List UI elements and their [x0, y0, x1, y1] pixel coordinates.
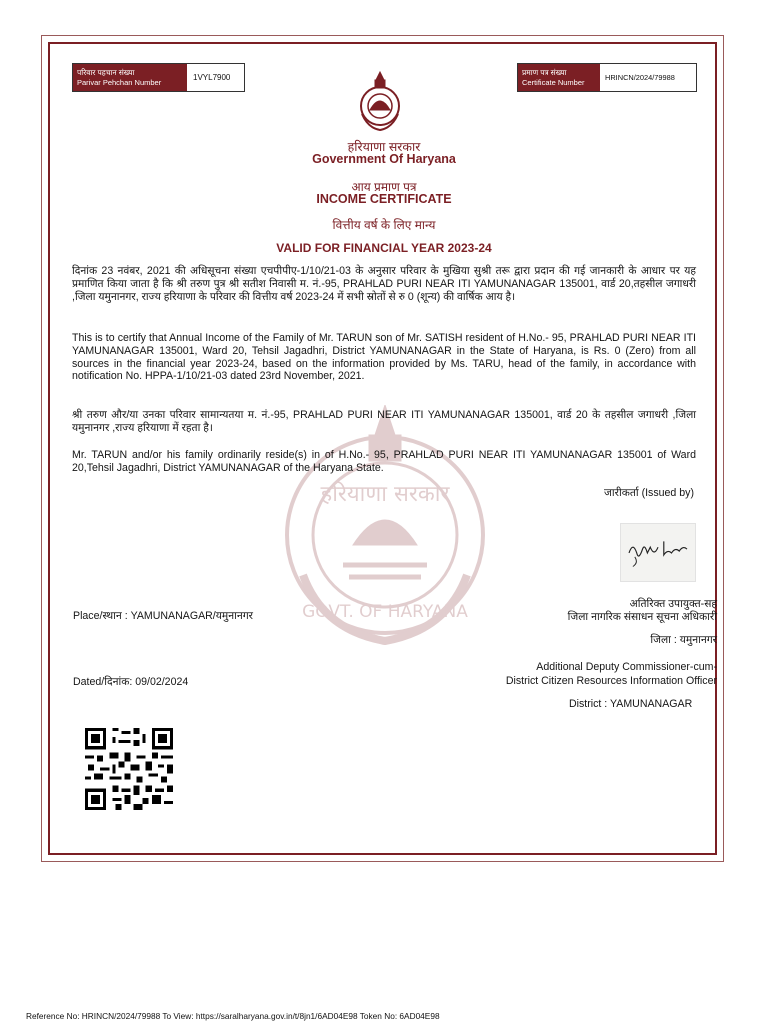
- district-en: District : YAMUNANAGAR: [569, 698, 693, 710]
- cert-label-hi: प्रमाण पत्र संख्या: [522, 67, 567, 77]
- designation-en-line1: Additional Deputy Commissioner-cum-: [536, 661, 717, 673]
- designation-en-line2: District Citizen Resources Information Officer: [505, 675, 717, 687]
- qr-code-icon[interactable]: [84, 728, 174, 810]
- paragraph-hindi-income: दिनांक 23 नवंबर, 2021 की अधिसूचना संख्या एचपीपीए-1/10/21-03 के अनुसार परिवार के मुखिया सुश्री तरू द्वारा प्रदान की गई जानकारी के आधार पर यह प्रमाणित किया जाता है कि श्री तरुण पुत्र श्री सतीश निवासी म. नं.-95, PRAHLAD PURI NEAR ITI YAMUNANAGAR 135001, वार्ड 20,तहसील जगाधरी ,जिला यमुनानगर, राज्य हरियाणा के परिवार की वित्तीय वर्ष 2023-24 में सभी स्रोतों से रु 0 (शून्य) की वार्षिक आय है।: [72, 265, 696, 303]
- place-field: Place/स्थान : YAMUNANAGAR/यमुनानगर: [73, 610, 254, 622]
- ppn-label-hi: परिवार पहचान संख्या: [77, 67, 135, 77]
- paragraph-english-residence: Mr. TARUN and/or his family ordinarily reside(s) in of H.No.- 95, PRAHLAD PURI NEAR ITI YAMUNANAGAR 135001 of Ward 20,Tehsil Jagadhri, District YAMUNANAGAR of the Haryana State.: [72, 449, 696, 474]
- haryana-emblem-icon: [356, 70, 404, 132]
- parivar-pehchan-box: [72, 63, 245, 92]
- haryana-seal-watermark: [283, 405, 488, 645]
- valid-title-hi: वित्तीय वर्ष के लिए मान्य: [332, 218, 436, 232]
- district-hi: जिला : यमुनानगर: [650, 634, 717, 646]
- certificate-number-box: [517, 63, 697, 92]
- ppn-value: 1VYL7900: [187, 64, 236, 91]
- paragraph-hindi-residence: श्री तरुण और/या उनका परिवार सामान्यतया म. नं.-95, PRAHLAD PURI NEAR ITI YAMUNANAGAR 135001, वार्ड 20 के तहसील जगाधरी ,जिला यमुनानगर ,राज्य हरियाणा में रहता है।: [72, 409, 696, 434]
- issued-by-label: जारीकर्ता (Issued by): [604, 487, 694, 499]
- signature-image: [620, 523, 696, 582]
- signature-icon: [621, 524, 695, 581]
- dated-field: Dated/दिनांक: 09/02/2024: [73, 676, 189, 688]
- watermark-text-hi: हरियाणा सरकार: [320, 482, 450, 507]
- designation-hi-line2: जिला नागरिक संसाधन सूचना अधिकारी: [567, 611, 717, 623]
- footer-reference[interactable]: Reference No: HRINCN/2024/79988 To View: https://saralharyana.gov.in/t/8jn1/6AD04E98 Token No: 6AD04E98: [26, 1011, 440, 1021]
- cert-title-hi: आय प्रमाण पत्र: [351, 180, 417, 194]
- cert-value: HRINCN/2024/79988: [600, 64, 680, 91]
- cert-label-en: Certificate Number: [522, 77, 585, 87]
- paragraph-english-income: This is to certify that Annual Income of the Family of Mr. TARUN son of Mr. SATISH resident of H.No.- 95, PRAHLAD PURI NEAR ITI YAMUNANAGAR 135001, Ward 20, Tehsil Jagadhri, District YAMUNANAGAR in the State of Haryana, is Rs. 0 (Zero) from all sources in the financial year 2023-24, based on the information provided by Ms. TARU, head of the family, in accordance with notification No. HPPA-1/10/21-03 dated 23rd November, 2021.: [72, 332, 696, 383]
- valid-title-en: VALID FOR FINANCIAL YEAR 2023-24: [276, 241, 492, 255]
- cert-title-en: INCOME CERTIFICATE: [316, 192, 452, 206]
- gov-title-hi: हरियाणा सरकार: [347, 140, 421, 154]
- watermark-text-en: GOVT. OF HARYANA: [302, 602, 468, 622]
- ppn-label-en: Parivar Pehchan Number: [77, 77, 162, 87]
- designation-hi-line1: अतिरिक्त उपायुक्त-सह: [629, 598, 717, 610]
- gov-title-en: Government Of Haryana: [312, 152, 456, 166]
